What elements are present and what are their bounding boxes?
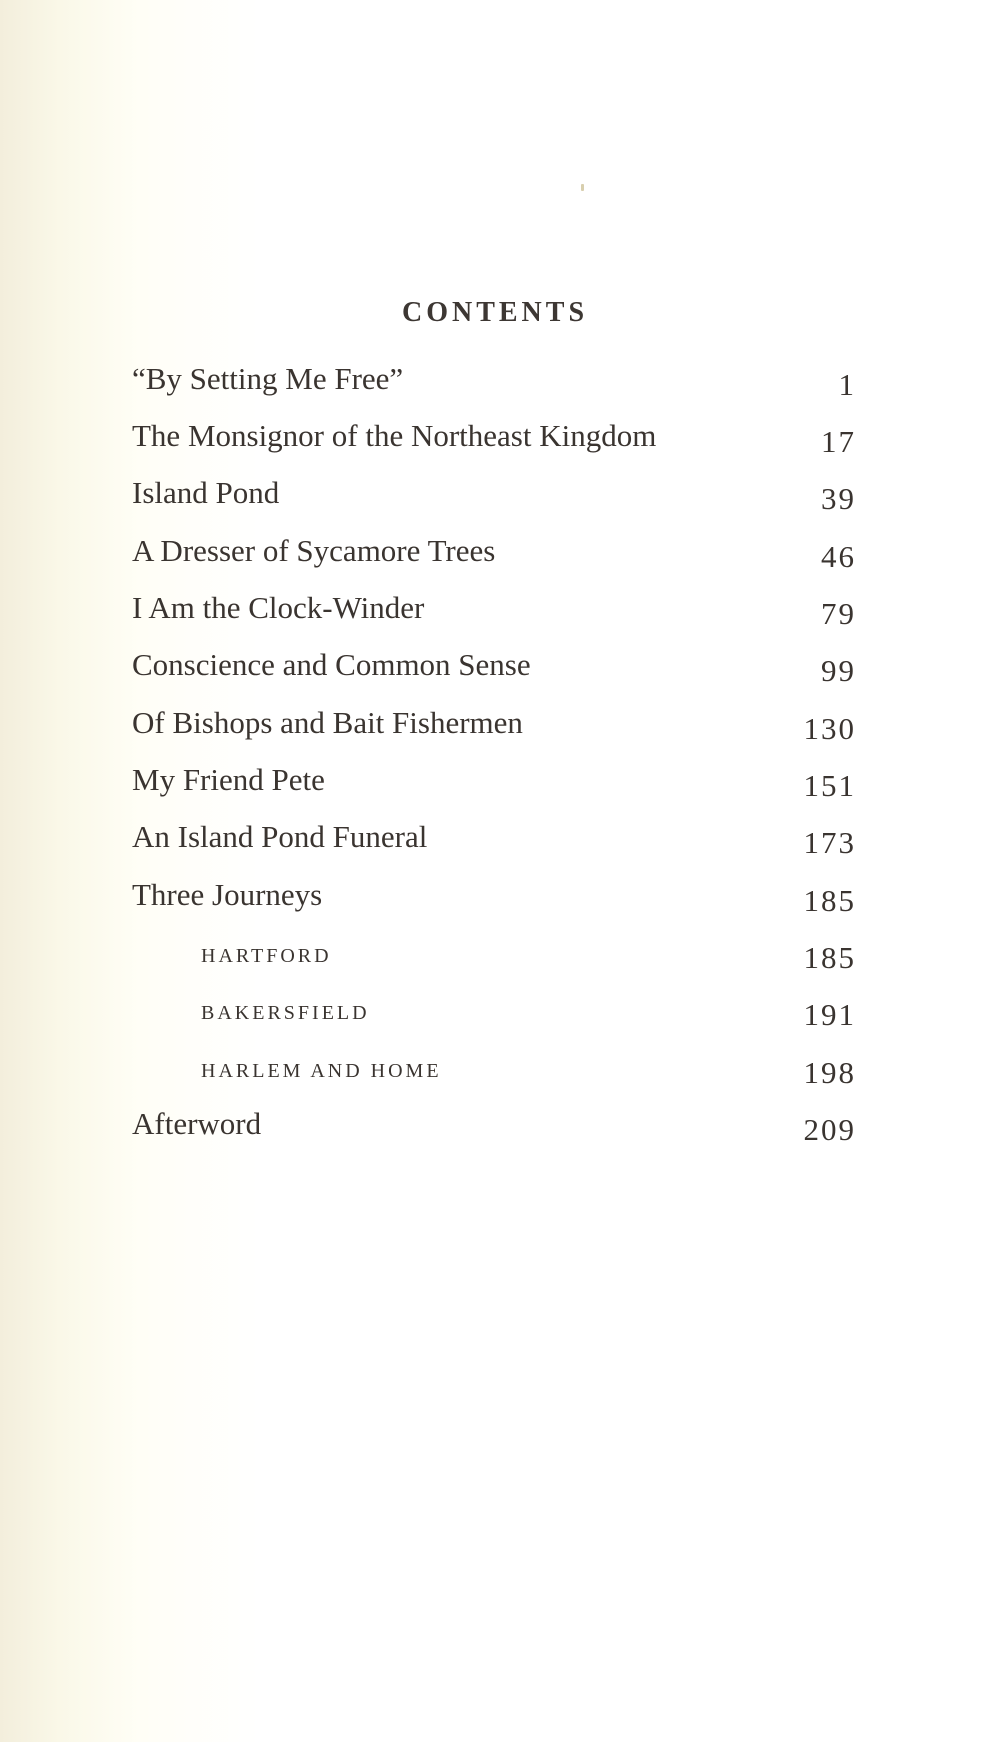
toc-entry-page-number: 39 [821,481,856,516]
toc-subentry[interactable] [132,992,856,1032]
toc-entry[interactable] [132,763,856,803]
toc-subentry-title: HARLEM AND HOME [201,1060,442,1082]
toc-entry[interactable] [132,1107,856,1147]
toc-entry-page-number: 173 [803,825,856,860]
toc-entry[interactable] [132,706,856,746]
toc-entry-title: Island Pond [132,475,280,510]
toc-entry[interactable] [132,878,856,918]
toc-entry-title: An Island Pond Funeral [132,819,428,854]
toc-entry-page-number: 185 [803,883,856,918]
toc-entry-page-number: 130 [803,711,856,746]
toc-entry[interactable] [132,476,856,516]
toc-entry-title: Of Bishops and Bait Fishermen [132,705,523,740]
toc-entry-page-number: 191 [803,997,856,1032]
toc-entry-title: “By Setting Me Free” [132,361,404,396]
toc-entry[interactable] [132,648,856,688]
toc-entry-title: My Friend Pete [132,762,325,797]
toc-entry-page-number: 17 [821,424,856,459]
toc-entry-page-number: 99 [821,653,856,688]
toc-entry[interactable] [132,362,856,402]
toc-subentry-title: HARTFORD [201,945,332,967]
toc-entry-title: I Am the Clock-Winder [132,590,425,625]
toc-entry[interactable] [132,534,856,574]
page-title: CONTENTS [401,296,589,328]
toc-subentry-title: BAKERSFIELD [201,1002,370,1024]
toc-subentry[interactable] [132,935,856,975]
toc-entry-page-number: 198 [803,1055,856,1090]
toc-entry[interactable] [132,419,856,459]
toc-entry-page-number: 151 [803,768,856,803]
toc-entry-title: A Dresser of Sycamore Trees [132,533,496,568]
toc-entry-page-number: 185 [803,940,856,975]
toc-entry-page-number: 209 [803,1112,856,1147]
toc-entry-title: Conscience and Common Sense [132,647,531,682]
toc-entry[interactable] [132,820,856,860]
toc-entry-page-number: 46 [821,539,856,574]
toc-entry-page-number: 79 [821,596,856,631]
toc-entry[interactable] [132,591,856,631]
toc-entry-page-number: 1 [838,367,856,402]
toc-entry-title: Afterword [132,1106,262,1141]
toc-entry-title: Three Journeys [132,877,323,912]
toc-entry-title: The Monsignor of the Northeast Kingdom [132,418,657,453]
toc-subentry[interactable] [132,1050,856,1090]
